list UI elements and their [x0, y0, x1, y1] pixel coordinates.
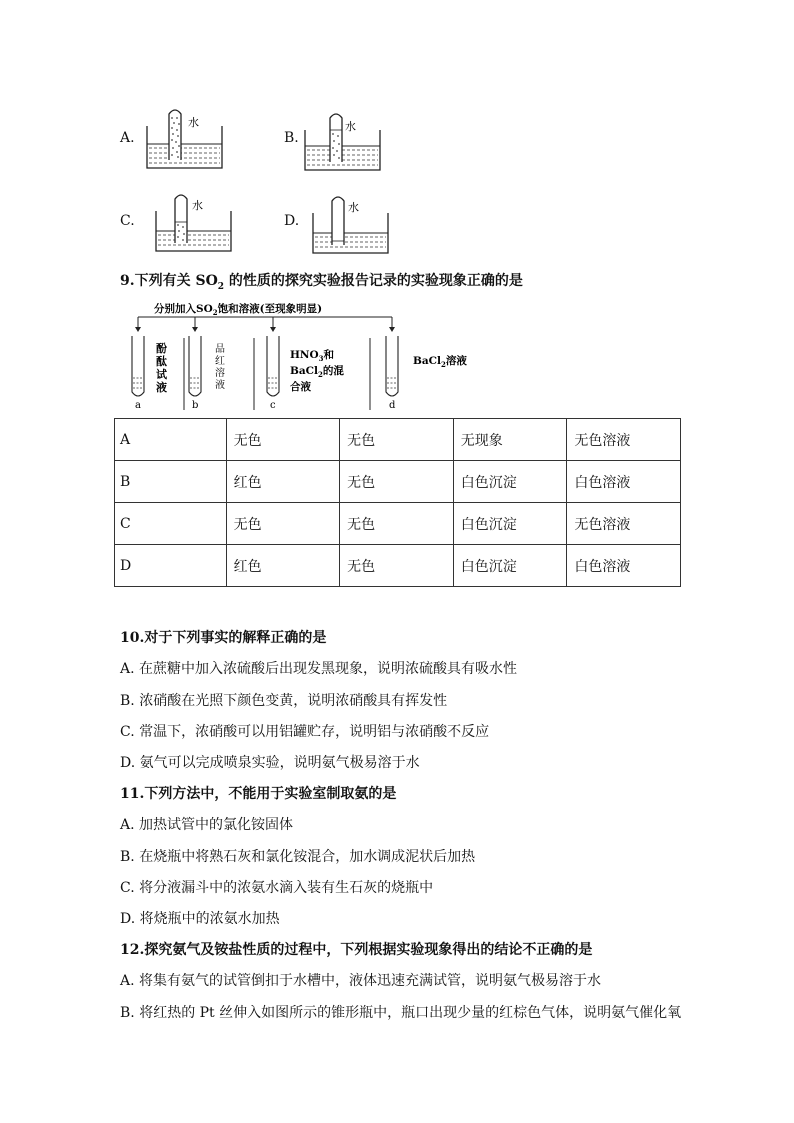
q10-title: 10.对于下列事实的解释正确的是 [120, 630, 327, 646]
q9-title-post: 的性质的探究实验报告记录的实验现象正确的是 [224, 273, 523, 289]
tube-a-label-2: 酞 [156, 355, 167, 368]
table-cell: 红色 [226, 545, 340, 587]
table-cell: 红色 [226, 461, 340, 503]
tube-b-label-3: 溶 [215, 368, 225, 379]
tube-c-label-1: $HNO_3$和 [290, 349, 335, 363]
tube-d-letter: d [389, 400, 396, 411]
q9-title-sub: 2 [217, 281, 225, 292]
q8-option-b-label: B. [284, 130, 299, 146]
q10-option-b: B. 浓硝酸在光照下颜色变黄，说明浓硝酸具有挥发性 [120, 693, 448, 709]
q8-option-a-diagram [145, 104, 225, 172]
q11-option-c: C. 将分液漏斗中的浓氨水滴入装有生石灰的烧瓶中 [120, 880, 434, 896]
table-cell: D [115, 545, 227, 587]
q9-title-pre: 9.下列有关 SO [120, 273, 218, 289]
q10-option-d: D. 氨气可以完成喷泉实验，说明氨气极易溶于水 [120, 755, 420, 771]
q8-option-d-water-label: 水 [348, 201, 359, 214]
q11-option-d: D. 将烧瓶中的浓氨水加热 [120, 911, 280, 927]
table-cell: 无色溶液 [567, 503, 681, 545]
q8-option-d-diagram [311, 193, 391, 257]
tube-d-label: BaCl$_2$溶液 [413, 355, 467, 369]
table-cell: 无现象 [453, 419, 567, 461]
tube-c-label-3: 合液 [290, 381, 311, 393]
q8-option-c-label: C. [120, 213, 135, 229]
q11-option-b: B. 在烧瓶中将熟石灰和氯化铵混合，加水调成泥状后加热 [120, 849, 476, 865]
table-cell: 白色沉淀 [453, 545, 567, 587]
q8-option-b-water-label: 水 [345, 120, 356, 133]
q11-option-a: A. 加热试管中的氯化铵固体 [120, 817, 294, 833]
table-cell: 无色 [340, 419, 454, 461]
q9-title [120, 270, 523, 292]
table-cell: 无色 [340, 545, 454, 587]
q10-option-a: A. 在蔗糖中加入浓硫酸后出现发黑现象，说明浓硫酸具有吸水性 [120, 661, 518, 677]
tube-b-label-4: 液 [215, 380, 225, 391]
tube-c-letter: c [270, 400, 276, 411]
q9-answer-table [114, 418, 681, 587]
q8-option-a-label: A. [120, 130, 135, 146]
tube-a-label-4: 液 [156, 381, 167, 394]
q12-title: 12.探究氨气及铵盐性质的过程中，下列根据实验现象得出的结论不正确的是 [120, 942, 593, 958]
table-cell: C [115, 503, 227, 545]
q9-experiment-figure [116, 296, 467, 412]
table-cell: 无色 [226, 419, 340, 461]
table-cell: 无色 [226, 503, 340, 545]
q12-option-a: A. 将集有氨气的试管倒扣于水槽中，液体迅速充满试管，说明氨气极易溶于水 [120, 973, 602, 989]
q8-option-c-water-label: 水 [192, 199, 203, 212]
q12-option-b: B. 将红热的 Pt 丝伸入如图所示的锥形瓶中，瓶口出现少量的红棕色气体，说明氨气催化氧 [120, 1005, 682, 1021]
table-cell: B [115, 461, 227, 503]
tube-b-letter: b [192, 400, 199, 411]
table-cell: A [115, 419, 227, 461]
table-cell: 白色沉淀 [453, 503, 567, 545]
tube-a-label-3: 试 [156, 368, 167, 381]
table-cell: 无色 [340, 503, 454, 545]
table-cell: 无色溶液 [567, 419, 681, 461]
q8-option-d-label: D. [284, 213, 300, 229]
table-cell: 白色溶液 [567, 545, 681, 587]
table-row [115, 419, 681, 461]
tube-a-label-1: 酚 [156, 342, 167, 355]
q10-option-c: C. 常温下，浓硝酸可以用铝罐贮存，说明铝与浓硝酸不反应 [120, 724, 490, 740]
table-cell: 白色沉淀 [453, 461, 567, 503]
tube-c-label-2: BaCl$_2$的混 [290, 365, 344, 379]
q8-option-b-diagram [303, 110, 383, 174]
table-row [115, 545, 681, 587]
table-cell: 无色 [340, 461, 454, 503]
table-row [115, 503, 681, 545]
q11-title: 11.下列方法中，不能用于实验室制取氨的是 [120, 786, 397, 802]
q8-option-c-diagram [154, 191, 234, 255]
tube-b-label-1: 品 [215, 344, 225, 355]
q9-figure-top-label: 分别加入$SO_2$饱和溶液(至现象明显) [154, 303, 323, 317]
tube-b-label-2: 红 [215, 356, 225, 367]
q8-option-a-water-label: 水 [188, 116, 199, 129]
table-cell: 白色溶液 [567, 461, 681, 503]
table-row [115, 461, 681, 503]
tube-a-letter: a [135, 400, 141, 411]
